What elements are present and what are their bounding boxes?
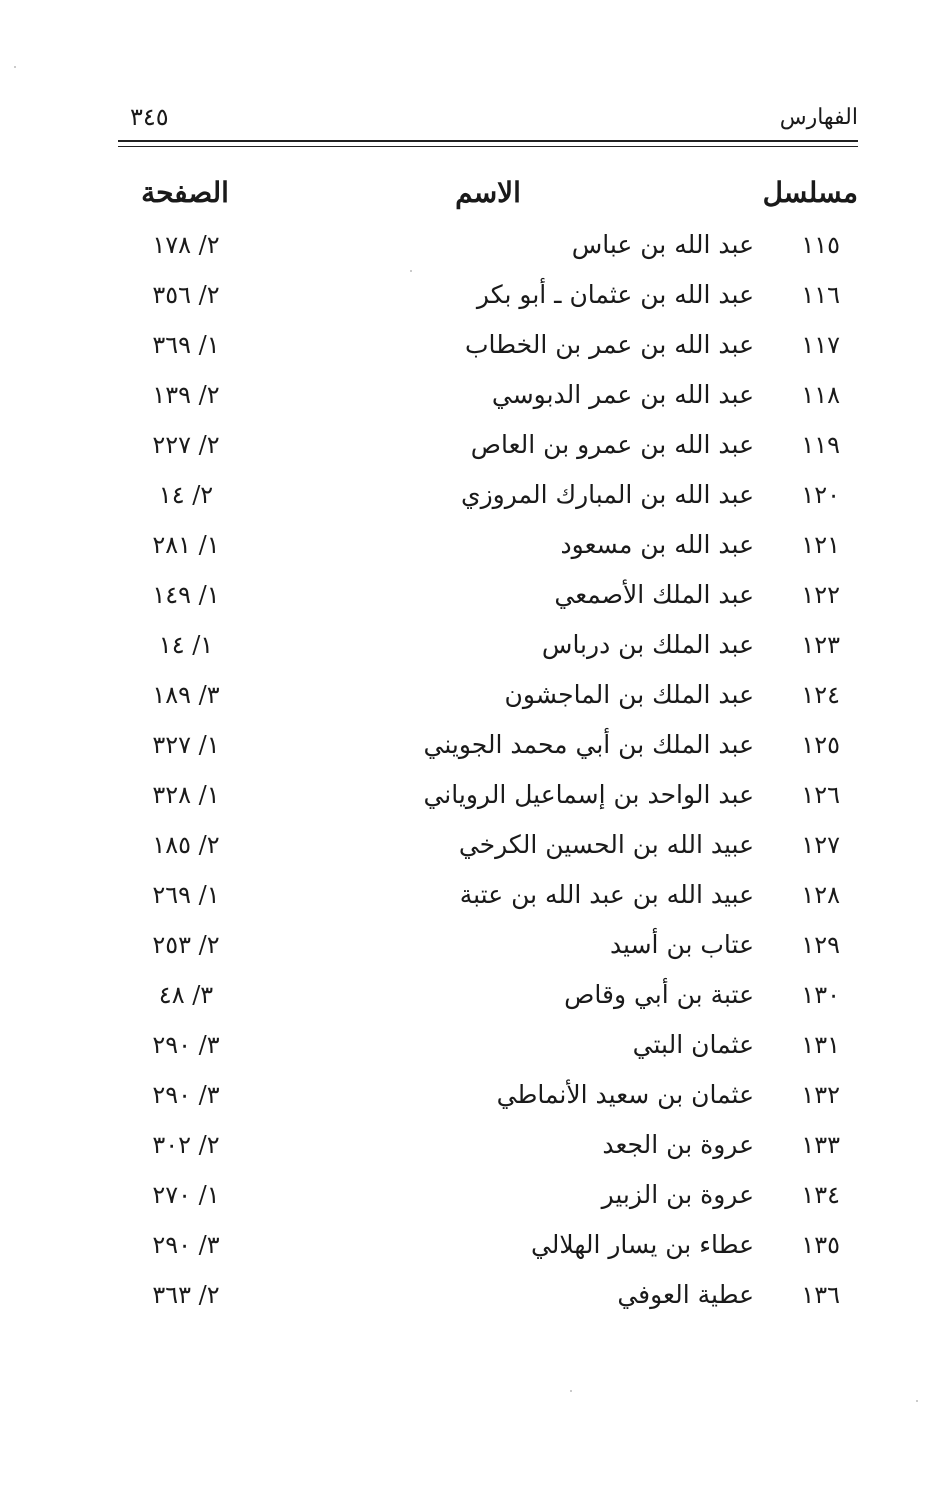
row-name: عبد الملك الأصمعي [554,580,754,609]
table-row [118,770,858,820]
table-row [118,1120,858,1170]
row-serial: ١٣٣ [801,1131,840,1159]
table-row [118,1070,858,1120]
row-page-ref: ٢/ ٣٠٢ [152,1131,220,1159]
scan-speck [916,1400,918,1402]
row-name: عبد الملك بن درباس [541,630,754,659]
header-rule-thick [118,140,858,142]
table-row [118,220,858,270]
row-serial: ١٣٦ [801,1281,840,1309]
row-serial: ١٢٨ [801,881,840,909]
header-rule-thin [118,146,858,147]
row-serial: ١٢٠ [801,481,840,509]
running-header [118,103,858,137]
row-serial: ١٢٣ [801,631,840,659]
row-serial: ١٢٦ [801,781,840,809]
row-serial: ١٣٤ [801,1181,840,1209]
row-page-ref: ١/ ٢٧٠ [152,1181,220,1209]
row-name: عبد الله بن عمر الدبوسي [491,380,754,409]
row-serial: ١٣١ [801,1031,840,1059]
row-name: عطية العوفي [617,1280,754,1309]
row-page-ref: ١/ ١٤ [158,631,214,659]
section-title: الفهارس [779,105,858,130]
row-page-ref: ٢/ ١٤ [158,481,214,509]
row-name: عبيد الله بن الحسين الكرخي [458,830,754,859]
page-number: ٣٤٥ [130,103,169,131]
row-serial: ١١٥ [801,231,840,259]
table-row [118,670,858,720]
row-name: عثمان بن سعيد الأنماطي [496,1080,754,1109]
row-page-ref: ٢/ ١٣٩ [152,381,220,409]
table-row [118,320,858,370]
row-serial: ١٣٠ [801,981,840,1009]
column-header-page: الصفحة [141,176,229,209]
row-page-ref: ٢/ ٢٥٣ [152,931,220,959]
row-page-ref: ٣/ ٢٩٠ [152,1231,220,1259]
row-name: عطاء بن يسار الهلالي [530,1230,754,1259]
table-body [118,220,858,1320]
row-page-ref: ٢/ ٢٢٧ [152,431,220,459]
table-row [118,870,858,920]
row-serial: ١١٨ [801,381,840,409]
row-name: عبد الله بن عمرو بن العاص [470,430,754,459]
row-name: عبيد الله بن عبد الله بن عتبة [459,880,754,909]
row-serial: ١٢٧ [801,831,840,859]
table-row [118,570,858,620]
table-row [118,920,858,970]
table-row [118,520,858,570]
row-serial: ١١٩ [801,431,840,459]
scan-speck [14,66,16,68]
row-name: عبد الله بن مسعود [560,530,754,559]
row-serial: ١٢٩ [801,931,840,959]
table-row [118,1220,858,1270]
row-serial: ١٢٢ [801,581,840,609]
row-name: عبد الله بن عباس [571,230,754,259]
row-serial: ١٢١ [801,531,840,559]
row-serial: ١١٧ [801,331,840,359]
row-serial: ١١٦ [801,281,840,309]
table-row [118,1170,858,1220]
row-page-ref: ١/ ٣٢٧ [152,731,220,759]
table-row [118,1020,858,1070]
table-header-row [118,168,858,220]
row-name: عبد الله بن عمر بن الخطاب [464,330,754,359]
row-page-ref: ٣/ ٢٩٠ [152,1031,220,1059]
row-name: عبد الله بن عثمان ـ أبو بكر [476,280,754,309]
row-page-ref: ١/ ٢٨١ [152,531,220,559]
row-page-ref: ٢/ ١٧٨ [152,231,220,259]
row-page-ref: ٣/ ٤٨ [158,981,214,1009]
row-page-ref: ٣/ ٢٩٠ [152,1081,220,1109]
index-table [118,168,858,1320]
row-page-ref: ٣/ ١٨٩ [152,681,220,709]
row-name: عبد الملك بن أبي محمد الجويني [423,730,754,759]
table-row [118,370,858,420]
table-row [118,470,858,520]
row-page-ref: ٢/ ١٨٥ [152,831,220,859]
row-name: عتبة بن أبي وقاص [564,980,754,1009]
scan-speck [410,270,412,272]
row-name: عبد الملك بن الماجشون [504,680,754,709]
column-header-name: الاسم [455,176,521,209]
row-serial: ١٣٥ [801,1231,840,1259]
row-page-ref: ١/ ١٤٩ [152,581,220,609]
table-row [118,270,858,320]
row-name: عروة بن الزبير [601,1180,754,1209]
row-page-ref: ١/ ٢٦٩ [152,881,220,909]
row-name: عروة بن الجعد [602,1130,754,1159]
row-serial: ١٢٥ [801,731,840,759]
table-row [118,970,858,1020]
table-row [118,1270,858,1320]
row-serial: ١٣٢ [801,1081,840,1109]
scan-speck [570,1390,572,1392]
row-name: عبد الواحد بن إسماعيل الروياني [423,780,754,809]
table-row [118,620,858,670]
row-page-ref: ١/ ٣٢٨ [152,781,220,809]
row-name: عبد الله بن المبارك المروزي [461,480,754,509]
table-row [118,420,858,470]
row-page-ref: ٢/ ٣٦٣ [152,1281,220,1309]
column-header-serial: مسلسل [762,176,858,209]
row-name: عثمان البتي [632,1030,754,1059]
row-serial: ١٢٤ [801,681,840,709]
table-row [118,720,858,770]
row-page-ref: ١/ ٣٦٩ [152,331,220,359]
row-page-ref: ٢/ ٣٥٦ [152,281,220,309]
table-row [118,820,858,870]
row-name: عتاب بن أسيد [609,930,754,959]
